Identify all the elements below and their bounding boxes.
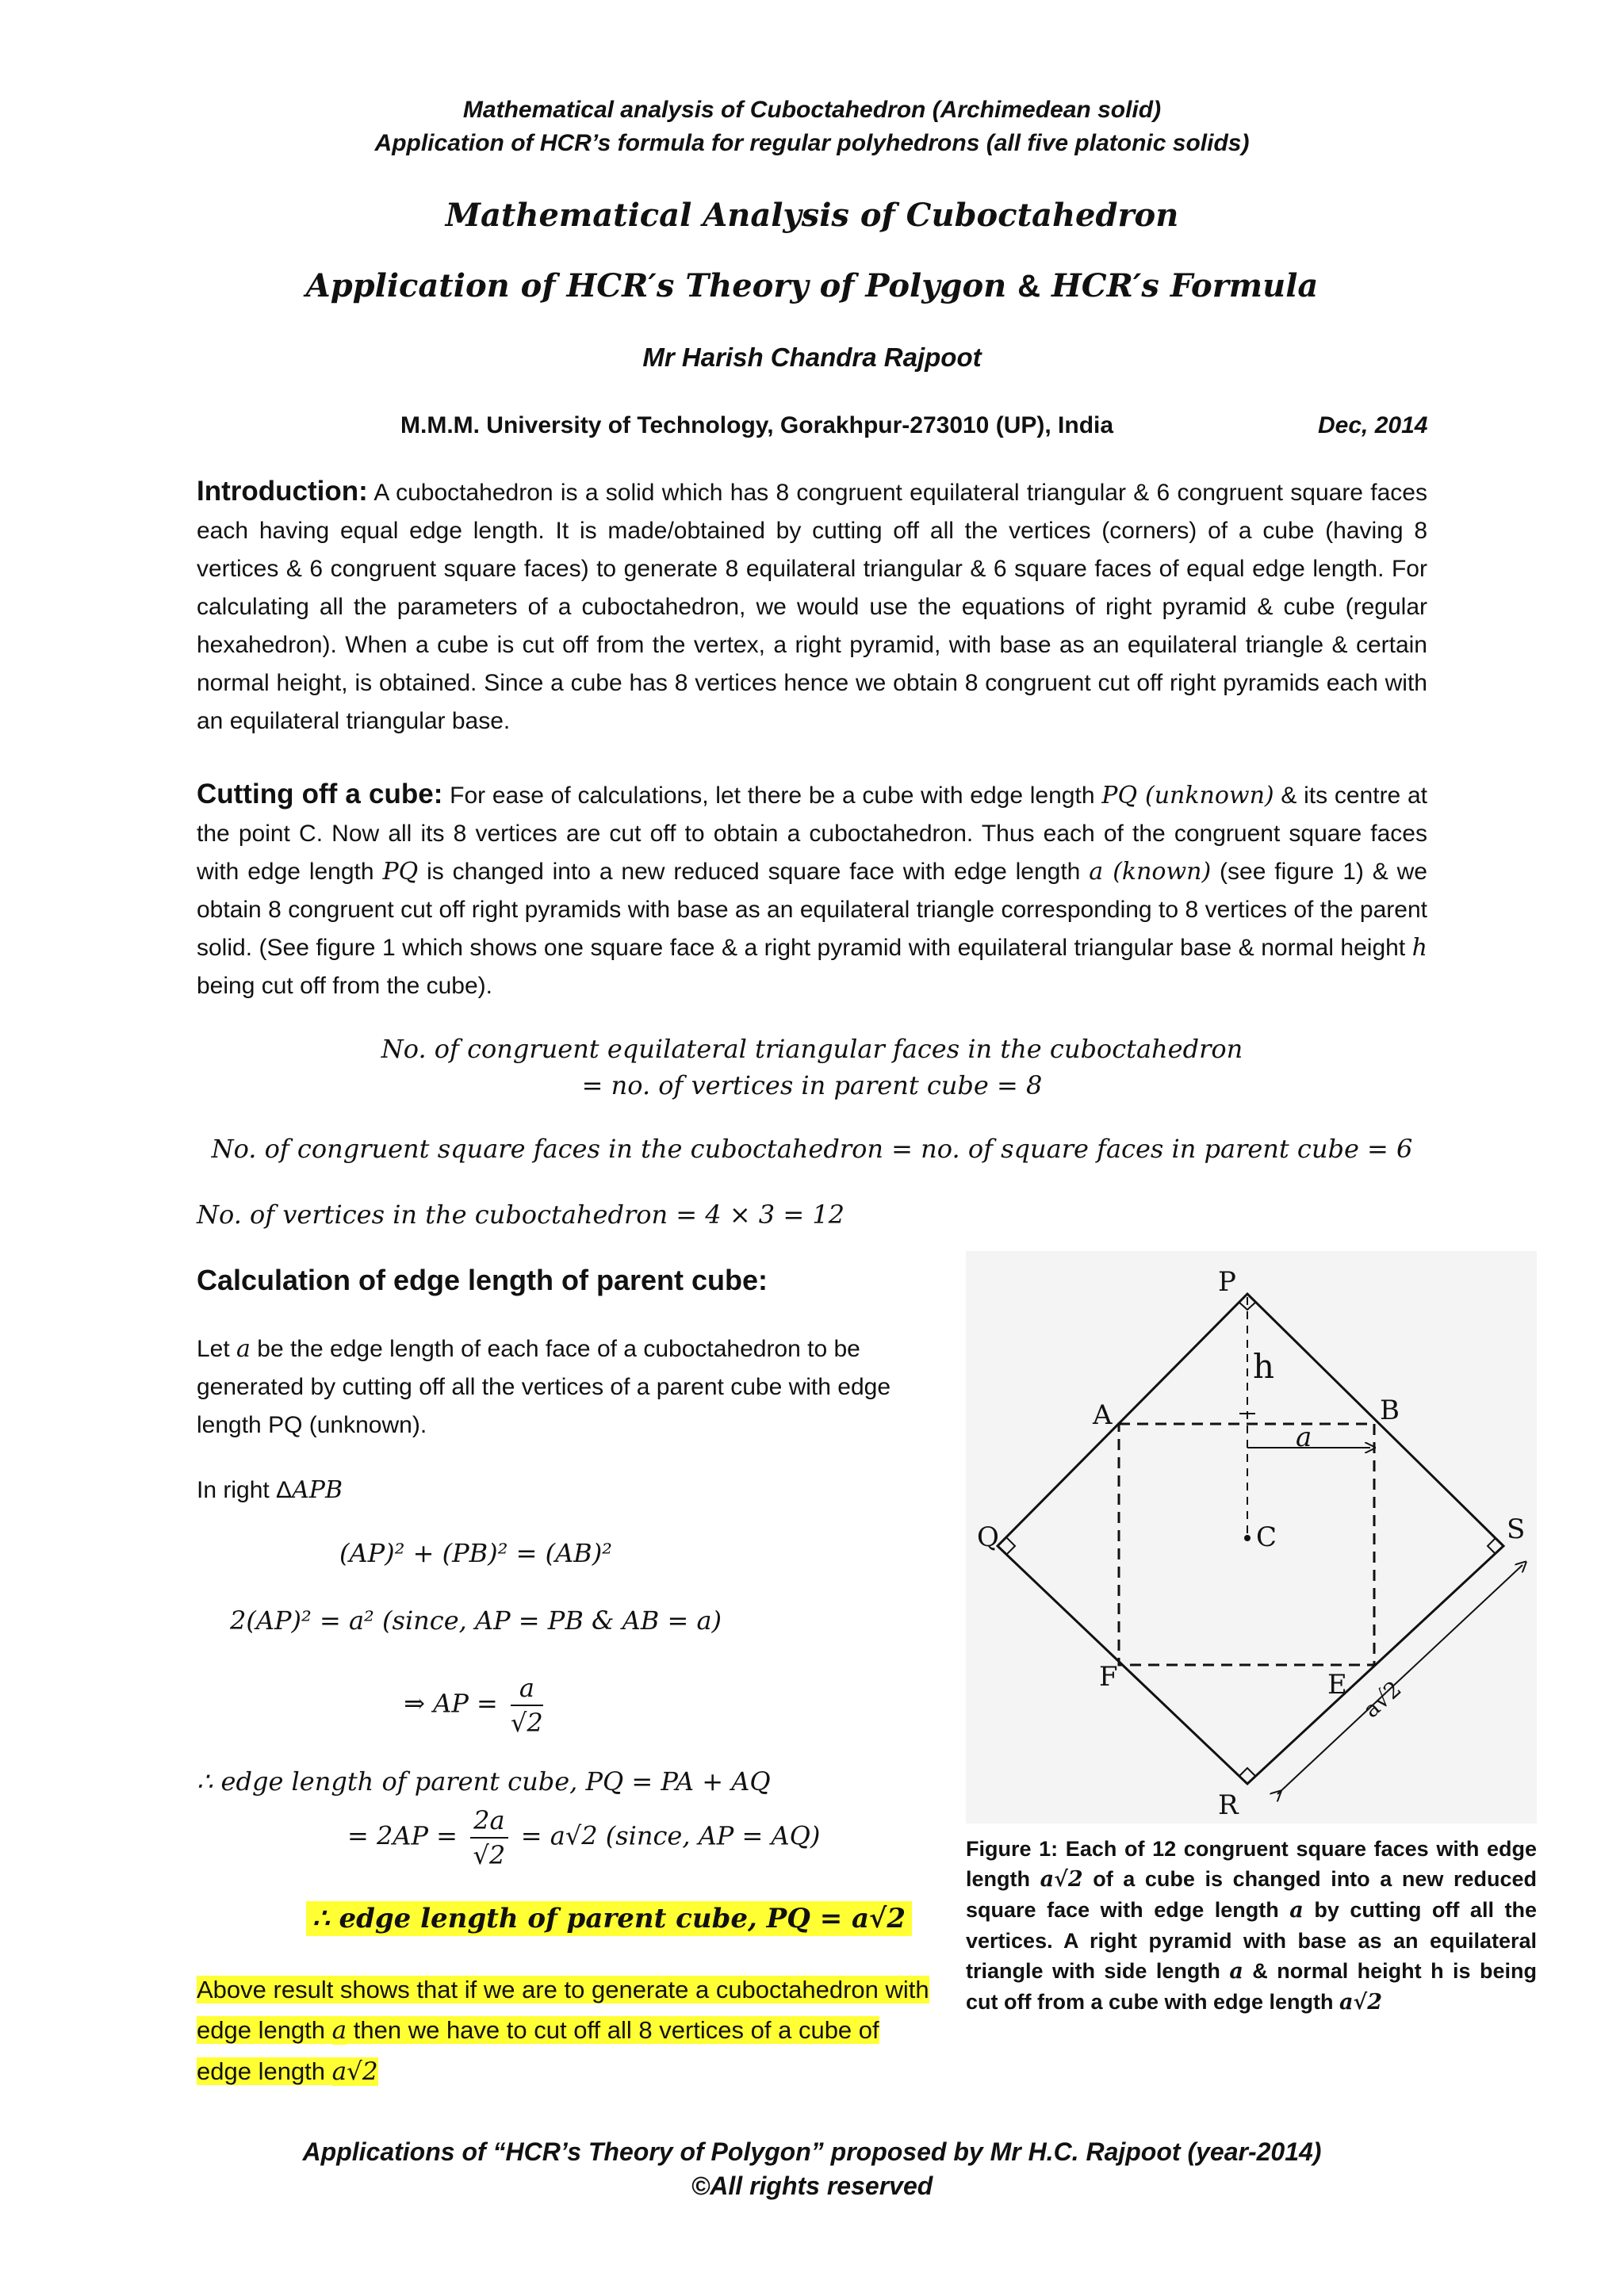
subtitle-ampersand: &	[1017, 269, 1041, 304]
page-title: Mathematical Analysis of Cuboctahedron	[445, 197, 1179, 234]
footer-line-1: Applications of “HCR’s Theory of Polygon” proposed by Mr H.C. Rajpoot (year-2014)	[302, 2137, 1322, 2166]
equation-triangular-faces-line-1: No. of congruent equilateral triangular faces in the cuboctahedron	[381, 1034, 1243, 1064]
caption-math-3: a	[1229, 1959, 1243, 1984]
cutting-heading: Cutting off a cube:	[197, 779, 443, 809]
caption-math-1: a√2	[1040, 1867, 1083, 1892]
figure-caption	[966, 1834, 1537, 2018]
author-name: Mr Harish Chandra Rajpoot	[642, 342, 982, 372]
affiliation: M.M.M. University of Technology, Gorakhpur-273010 (UP), India	[400, 412, 1114, 438]
caption-text-3: by cutting off all the vertices. A right pyramid with base as an equilateral triangle with side length	[966, 1898, 1537, 1983]
equation-ap-value	[0, 1671, 952, 1739]
calc-text-2: be the edge length of each face of a cuboctahedron to be generated by cutting off all the vertices of a parent cube with edge length PQ (unknown).	[197, 1336, 891, 1438]
cube-face-diagram	[966, 1251, 1537, 1823]
label-c-centre: C	[1256, 1521, 1277, 1553]
equation-two-ap-squared: 2(AP)² = a² (since, AP = PB & AB = a)	[230, 1605, 722, 1636]
note-text-1: Above result shows that if we are to generate a cuboctahedron with edge length	[197, 1976, 929, 2044]
calculation-intro-text	[197, 1330, 950, 1445]
ap-numerator: a	[511, 1671, 543, 1706]
subtitle-part-2: HCR′s Formula	[1040, 267, 1319, 304]
edge2-lhs: = 2AP =	[347, 1820, 466, 1851]
caption-text-1: Figure 1: Each of 12 congruent square faces with edge length	[966, 1837, 1537, 1891]
highlighted-result: ∴ edge length of parent cube, PQ = a√2	[306, 1901, 912, 1936]
result-note	[197, 1969, 934, 2092]
equation-square-faces: No. of congruent square faces in the cuboctahedron = no. of square faces in parent cube = 6	[211, 1134, 1413, 1164]
calc-math-1: a	[236, 1335, 251, 1363]
footer-line-2: ©All rights reserved	[691, 2172, 933, 2200]
label-e-vertex: E	[1327, 1669, 1347, 1701]
running-header-line-1: Mathematical analysis of Cuboctahedron (Archimedean solid)	[462, 97, 1162, 123]
cutting-math-4: h	[1411, 934, 1427, 962]
edge2-rhs: = a√2 (since, AP = AQ)	[512, 1820, 821, 1851]
note-math-1: a	[331, 2016, 347, 2045]
right-angle-mark-q	[1007, 1538, 1015, 1554]
introduction-text: A cuboctahedron is a solid which has 8 congruent equilateral triangular & 6 congruent square faces each having equal edge length. It is made/obtained by cutting off all the vertices (corners) of a cube (having 8 vertices & 6 congruent square faces) to generate 8 equilateral triangular & 6 square faces of equal edge length. For calculating all the parameters of a cuboctahedron, we would use the equations of right pyramid & cube (regular hexahedron). When a cube is cut off from the vertex, a right pyramid, with base as an equilateral triangle & certain normal height, is obtained. Since a cube has 8 vertices hence we obtain 8 congruent cut off right pyramids each with an equilateral triangular base.	[197, 480, 1427, 734]
label-b-vertex: B	[1380, 1395, 1400, 1426]
equation-pythagoras: (AP)² + (PB)² = (AB)²	[339, 1538, 612, 1568]
ap-fraction	[511, 1671, 543, 1739]
cutting-text-3: is changed into a new reduced square face with edge length	[418, 859, 1090, 885]
introduction-paragraph	[197, 473, 1427, 740]
cutting-text-4: (see figure 1) & we obtain 8 congruent cut off right pyramids with base as an equilateral triangle corresponding to 8 vertices of the parent solid. (See figure 1 which shows one square face & a right pyramid with equilateral triangular base & normal height	[197, 859, 1427, 961]
note-text-2: then we have to cut off all 8 vertices of a cube of edge length	[197, 2016, 879, 2085]
edge-a-root2-arrow	[1277, 1565, 1522, 1794]
label-a-edge: a	[1296, 1422, 1312, 1453]
equation-edge-length-1: ∴ edge length of parent cube, PQ = PA + AQ	[197, 1766, 771, 1797]
caption-math-4: a√2	[1339, 1990, 1383, 2015]
calculation-heading: Calculation of edge length of parent cube:	[197, 1264, 768, 1296]
label-q: Q	[977, 1521, 999, 1553]
subtitle-part-1: Application of HCR′s Theory of Polygon	[305, 267, 1018, 304]
outer-square-face	[998, 1294, 1503, 1784]
label-p: P	[1218, 1266, 1236, 1298]
publication-date: Dec, 2014	[1318, 412, 1428, 438]
introduction-heading: Introduction:	[197, 476, 368, 507]
equation-edge-length-2	[347, 1804, 820, 1872]
cutting-paragraph	[197, 775, 1427, 1005]
label-f-vertex: F	[1099, 1661, 1118, 1693]
label-r: R	[1218, 1789, 1239, 1821]
cutting-text-2: & its centre at the point C. Now all its 8 vertices are cut off to obtain a cuboctahedron. Thus each of the congruent square faces with edge length	[197, 783, 1428, 885]
edge2-denominator: √2	[473, 1840, 506, 1870]
label-a-root2: a√2	[1358, 1675, 1407, 1724]
note-math-2: a√2	[331, 2057, 378, 2086]
centre-point	[1244, 1535, 1251, 1541]
label-h: h	[1253, 1347, 1275, 1386]
right-triangle-math: APB	[292, 1476, 343, 1504]
right-triangle-label	[197, 1476, 343, 1504]
cutting-text-1: For ease of calculations, let there be a cube with edge length	[442, 783, 1102, 809]
running-header-line-2: Application of HCR’s formula for regular polyhedrons (all five platonic solids)	[374, 130, 1250, 156]
edge2-fraction	[470, 1804, 508, 1872]
label-a-vertex: A	[1093, 1399, 1113, 1431]
caption-text-4: & normal height h is being cut off from a cube with edge length	[966, 1959, 1537, 2014]
label-s: S	[1507, 1513, 1526, 1545]
caption-text-2: of a cube is changed into a new reduced square face with edge length	[966, 1867, 1537, 1922]
ap-lhs: ⇒ AP =	[404, 1688, 507, 1719]
page-subtitle	[0, 267, 1624, 304]
right-triangle-text: In right Δ	[197, 1477, 293, 1503]
figure-1-diagram	[966, 1251, 1537, 1823]
equation-triangular-faces-line-2: = no. of vertices in parent cube = 8	[581, 1070, 1043, 1100]
calc-text-1: Let	[197, 1336, 237, 1362]
right-angle-mark-r	[1239, 1768, 1255, 1776]
ap-denominator: √2	[511, 1708, 543, 1738]
caption-math-2: a	[1289, 1898, 1304, 1923]
cutting-math-1: PQ (unknown)	[1101, 782, 1274, 809]
equation-vertices: No. of vertices in the cuboctahedron = 4 × 3 = 12	[197, 1200, 845, 1230]
cutting-math-3: a (known)	[1089, 858, 1212, 886]
cutting-math-2: PQ	[382, 858, 419, 886]
right-angle-mark-s	[1488, 1538, 1496, 1554]
edge2-numerator: 2a	[470, 1804, 508, 1839]
cutting-text-5: being cut off from the cube).	[197, 973, 492, 999]
